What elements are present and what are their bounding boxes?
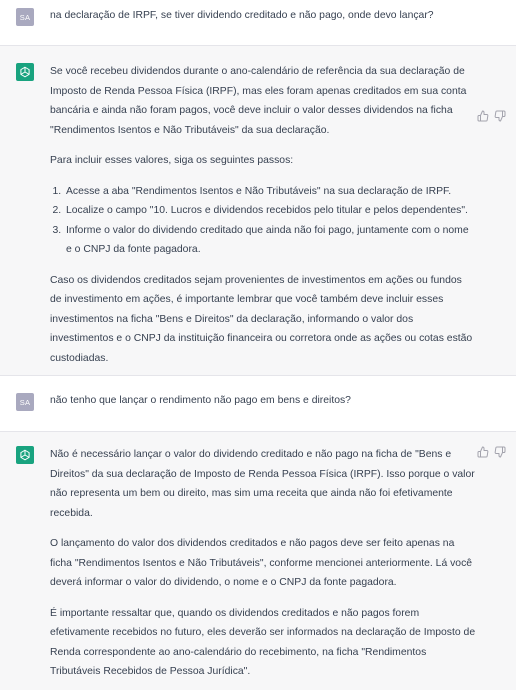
thumbs-down-icon[interactable]: [494, 446, 506, 458]
thumbs-down-button[interactable]: [494, 110, 506, 122]
user-message-text: na declaração de IRPF, se tiver dividendo creditado e não pago, onde devo lançar?: [50, 10, 434, 21]
assistant-paragraph: Para incluir esses valores, siga os seguintes passos:: [50, 155, 294, 166]
feedback-buttons: [477, 110, 506, 122]
user-message-text: não tenho que lançar o rendimento não pago em bens e direitos?: [50, 395, 351, 406]
assistant-message-2: [0, 432, 516, 690]
assistant-paragraph: Se você recebeu dividendos durante o ano-calendário de referência da sua declaração de Imposto de Renda Pessoa Física (IRPF), mas eles foram apenas creditados em sua conta bancária e ainda não foram pagos, você deve incluir o valor desses dividendos na ficha "Rendimentos Isentos e Não Tributáveis" da sua declaração.: [50, 66, 467, 136]
thumbs-up-icon[interactable]: [477, 110, 489, 122]
feedback-buttons: [477, 446, 506, 458]
assistant-paragraph: É importante ressaltar que, quando os dividendos creditados e não pagos forem efetivamente recebidos no futuro, eles deverão ser informados na declaração de Imposto de Renda correspondente ao ano-calendário do recebimento, na ficha "Rendimentos Tributáveis Recebidos de Pessoa Jurídica".: [50, 607, 476, 677]
thumbs-down-icon[interactable]: [494, 110, 506, 122]
assistant-message-text: [50, 62, 476, 379]
user-message-2: [0, 376, 516, 432]
user-avatar-initials: SA: [19, 12, 31, 22]
assistant-avatar: [16, 63, 34, 81]
user-avatar: [16, 8, 34, 26]
thumbs-up-button[interactable]: [477, 110, 489, 122]
user-avatar-initials: SA: [19, 397, 31, 407]
assistant-message-1: [0, 46, 516, 376]
thumbs-down-button[interactable]: [494, 446, 506, 458]
steps-list: [50, 182, 476, 260]
openai-logo-icon: [19, 66, 31, 78]
assistant-avatar: [16, 446, 34, 464]
thumbs-up-icon[interactable]: [477, 446, 489, 458]
assistant-paragraph: Caso os dividendos creditados sejam provenientes de investimentos em ações ou fundos de investimento em ações, é importante lembrar que você também deve incluir esses investimentos na ficha "Bens e Direitos" da declaração, informando o valor dos investimentos e o CNPJ da instituição financeira ou corretora onde as ações ou cotas estão custodiadas.: [50, 274, 473, 364]
user-message-1: [0, 0, 516, 46]
assistant-paragraph: O lançamento do valor dos dividendos creditados e não pagos deve ser feito apenas na ficha "Rendimentos Isentos e Não Tributáveis", conforme mencionei anteriormente. Lá você deverá informar o valor do dividendo, o nome e o CNPJ da fonte pagadora.: [50, 538, 473, 588]
assistant-message-text: [50, 445, 476, 693]
list-item: 2. Localize o campo "10. Lucros e dividendos recebidos pelo titular e pelos dependentes".: [64, 201, 476, 221]
openai-logo-icon: [19, 449, 31, 461]
user-avatar: [16, 393, 34, 411]
list-item: 1. Acesse a aba "Rendimentos Isentos e Não Tributáveis" na sua declaração de IRPF.: [64, 182, 476, 202]
list-item: 3. Informe o valor do dividendo creditado que ainda não foi pago, juntamente com o nome e o CNPJ da fonte pagadora.: [64, 221, 476, 260]
thumbs-up-button[interactable]: [477, 446, 489, 458]
assistant-paragraph: Não é necessário lançar o valor do dividendo creditado e não pago na ficha de "Bens e Direitos" da sua declaração de Imposto de Renda Pessoa Física (IRPF). Isso porque o valor não representa um bem ou direito, mas sim uma receita que ainda não foi efetivamente recebida.: [50, 449, 475, 519]
